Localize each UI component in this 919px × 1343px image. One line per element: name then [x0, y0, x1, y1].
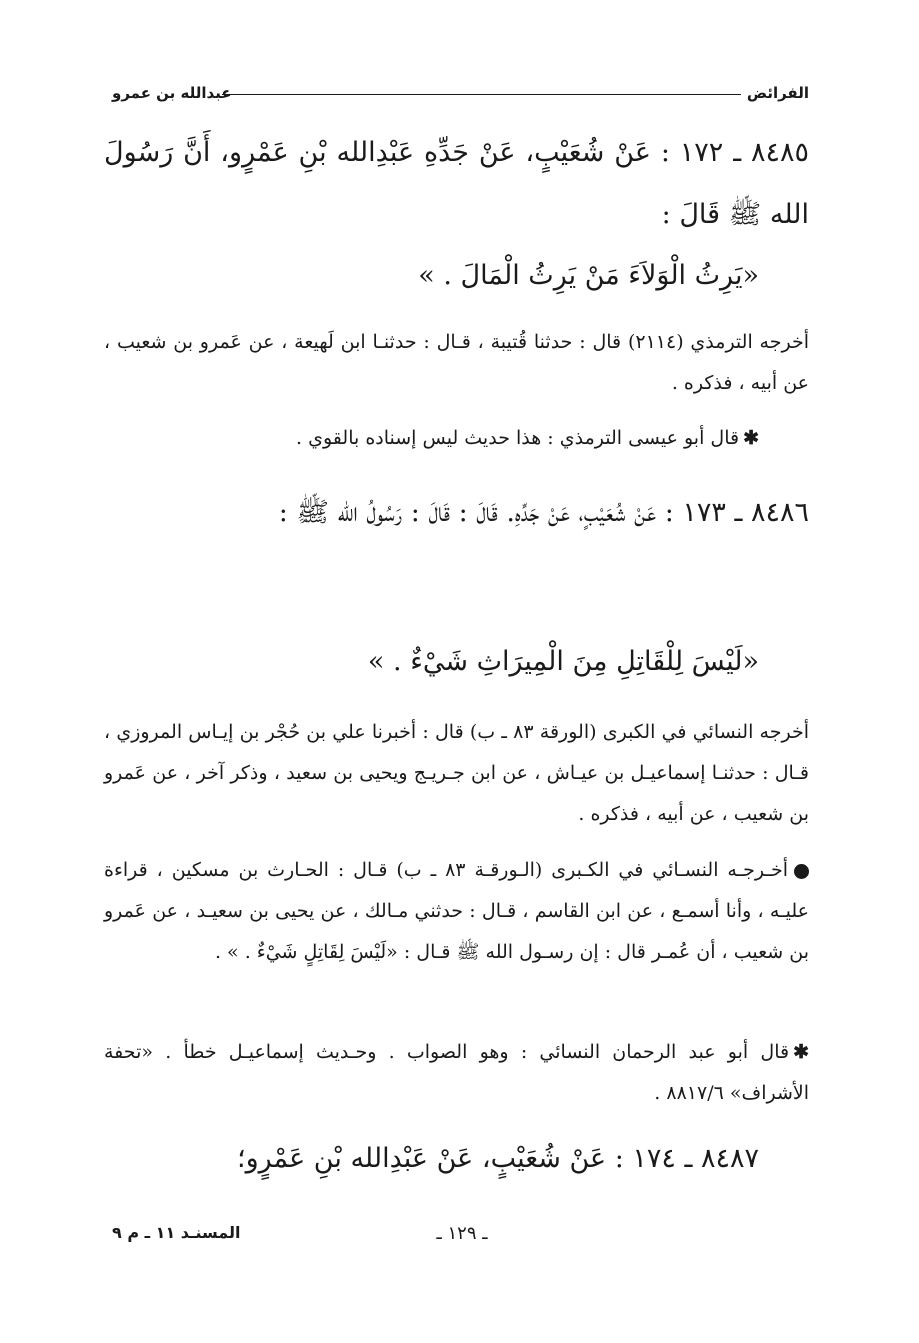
hadith-8485-matn: «يَرِثُ الْوَلاَءَ مَنْ يَرِثُ الْمَالَ . »: [418, 260, 759, 291]
hadith-8485-isnad: ٨٤٨٥ ـ ١٧٢ : عَنْ شُعَيْبٍ، عَنْ جَدِّهِ عَبْدِالله بْنِ عَمْرٍو، أَنَّ رَسُولَ الله ﷺ قَالَ :: [104, 137, 809, 230]
asterisk-icon: ✱: [793, 1041, 809, 1063]
book-title: عبدالله بن عمرو: [112, 84, 232, 102]
running-head: [112, 84, 809, 106]
bullet-icon: [794, 864, 809, 879]
hadith-8486-comment: [104, 1032, 809, 1114]
header-rule: [222, 94, 741, 95]
hadith-8485-comment: [104, 418, 759, 459]
chapter-title: الفرائض: [746, 84, 809, 102]
hadith-8485-takhrij: أخرجه الترمذي (٢١١٤) قال : حدثنا قُتيبة ، قـال : حدثنـا ابن لَهيعة ، عن عَمرو بن شعيب ، عن أبيه ، فذكره .: [104, 331, 809, 394]
page-footer: [112, 1223, 809, 1249]
hadith-8486-isnad: ٨٤٨٦ ـ ١٧٣ : عَنْ شُعَيْبٍ، عَنْ جَدِّهِ. قَالَ : قَالَ : رَسُولُ الله ﷺ :: [278, 497, 809, 528]
asterisk-icon: ✱: [743, 427, 759, 449]
signature-mark: المسنـد ١١ ـ م ٩: [112, 1223, 241, 1242]
hadith-8486-takhrij-1: أخرجه النسائي في الكبرى (الورقة ٨٣ ـ ب) قال : أخبرنا علي بن حُجْر بن إيـاس المروزي ، قـال : حدثنـا إسماعيـل بن عيـاش ، عن ابن جـريـج ويحيى بن سعيد ، وذكر آخر ، عن عَمرو بن شعيب ، عن أبيه ، فذكره .: [104, 721, 810, 825]
hadith-8487-isnad: ٨٤٨٧ ـ ١٧٤ : عَنْ شُعَيْبٍ، عَنْ عَبْدِالله بْنِ عَمْرٍو؛: [236, 1143, 759, 1174]
hadith-8486-matn: «لَيْسَ لِلْقَاتِلِ مِنَ الْمِيرَاثِ شَيْءٌ . »: [367, 646, 759, 677]
takhrij-text: أخـرجـه النسـائي في الكـبرى (الـورقـة ٨٣ ـ ب) قـال : الحـارث بن مسكين ، قراءة عليـه ، وأنا أسمـع ، عن ابن القاسم ، قـال : حدثني مـالك ، عن يحيى بن سعيـد ، عن عَمرو بن شعيب ، أن عُمـر قال : إن رسـول الله ﷺ قـال : «لَيْسَ لِقَاتِلٍ شَيْءٌ . » .: [104, 859, 809, 963]
comment-text: قال أبو عيسى الترمذي : هذا حديث ليس إسناده بالقوي .: [296, 427, 740, 449]
hadith-8486-takhrij-2: [104, 850, 809, 973]
page-number: ـ ١٢٩ ـ: [436, 1223, 488, 1244]
comment-text: قال أبو عبد الرحمان النسائي : وهو الصواب . وحـديث إسماعيـل خطأ . «تحفة الأشراف» ٨٨١٧/٦ .: [104, 1041, 809, 1104]
